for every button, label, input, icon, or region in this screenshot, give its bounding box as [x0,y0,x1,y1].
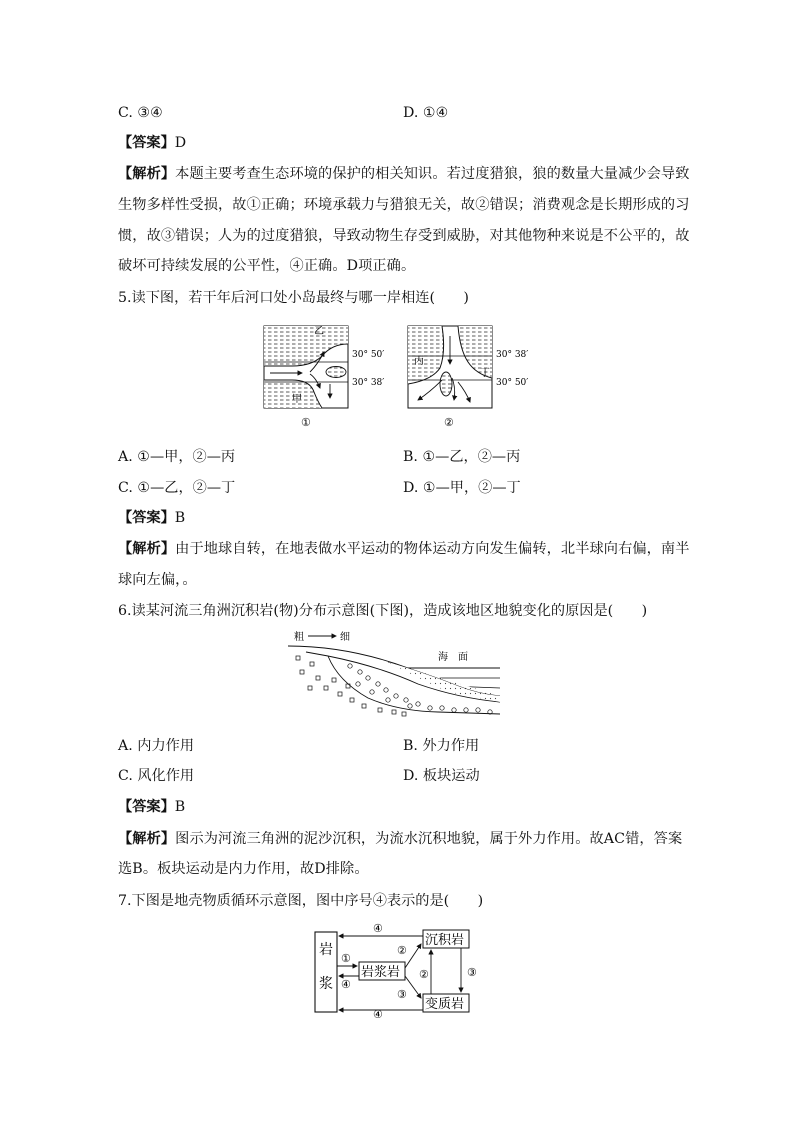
figure-2 [408,326,528,429]
q4-explanation-line-2: 生物多样性受损，故①正确；环境承载力与猎狼无关，故②错误；消费观念是长期形成的习 [118,197,690,213]
q6-option-c: C. 风化作用 [118,768,195,784]
answer-value: B [174,799,186,815]
q6-figure [288,626,503,721]
q4-option-c: C. ③④ [118,105,163,121]
q5-explanation-line-2: 球向左偏，。 [118,572,197,588]
answer-value: B [174,510,186,526]
q5-option-a: A. ①—甲，②—丙 [118,449,236,465]
explanation-text: 图示为河流三角洲的泥沙沉积，为流水沉积地貌，属于外力作用。故AC错，答案 [175,831,683,847]
label-2-mid: ② [419,968,429,981]
q7-rock-cycle-diagram [307,918,482,1018]
q5-option-b: B. ①—乙，②—丙 [403,449,521,465]
explanation-text: 由于地球自转，在地表做水平运动的物体运动方向发生偏转，北半球向右偏，南半 [175,541,690,557]
label-fine: 细 [340,632,350,643]
q5-answer [118,508,185,528]
q4-explanation-line-4: 破坏可持续发展的公平性，④正确。D项正确。 [118,258,416,274]
q5-stem: 5.读下图，若干年后河口处小岛最终与哪一岸相连( ) [118,290,469,306]
label-1: ① [341,952,351,965]
fig1-lat-bottom: 30° 38′ [352,378,385,388]
q6-option-b: B. 外力作用 [403,738,480,754]
q6-answer [118,797,185,817]
label-ding: 丁 [480,368,490,379]
label-jia: 甲 [292,394,302,405]
explanation-tag: 【解析】 [118,831,176,847]
fig2-lat-top: 30° 38′ [496,350,529,360]
q6-stem: 6.读某河流三角洲沉积岩(物)分布示意图(下图)，造成该地区地貌变化的原因是( ) [118,603,648,619]
figure-1 [264,325,384,429]
q4-option-d: D. ①④ [403,105,449,121]
label-coarse: 粗 [294,632,304,643]
magma-char-2: 浆 [319,976,333,992]
fig1-caption: ① [301,416,311,429]
fig2-lat-bottom: 30° 50′ [496,378,529,388]
q5-option-d: D. ①—甲，②—丁 [403,480,521,496]
label-yi: 乙 [314,326,324,337]
fig2-caption: ② [444,416,454,429]
explanation-tag: 【解析】 [118,166,176,182]
q6-option-d: D. 板块运动 [403,768,480,784]
label-3-right: ③ [467,966,477,979]
label-sea: 海 面 [438,652,468,663]
answer-tag: 【答案】 [118,135,175,151]
metamorphic-rock: 变质岩 [425,997,465,1012]
magma-char-1: 岩 [319,942,333,958]
sedimentary-rock: 沉积岩 [425,933,465,948]
explanation-text: 本题主要考查生态环境的保护的相关知识。若过度猎狼，狼的数量大量减少会导致 [175,166,690,182]
explanation-tag: 【解析】 [118,541,176,557]
label-3-left: ③ [397,988,407,1001]
q5-explanation-line-1 [118,539,690,559]
answer-value: D [174,135,187,151]
fig1-lat-top: 30° 50′ [352,350,385,360]
q4-explanation-line-3: 惯，故③错误；人为的过度猎狼，导致动物生存受到威胁，对其他物种来说是不公平的，故 [118,228,690,244]
q5-option-c: C. ①—乙，②—丁 [118,480,236,496]
q6-explanation-line-2: 选B。板块运动是内力作用，故D排除。 [118,861,369,877]
label-2-left: ② [397,944,407,957]
label-4-mid: ④ [341,978,351,991]
label-bing: 丙 [414,356,424,367]
igneous-rock: 岩浆岩 [361,965,401,980]
q6-option-a: A. 内力作用 [118,738,195,754]
q5-figure [262,322,532,432]
q4-explanation-line-1 [118,164,690,184]
label-4-top: ④ [373,922,383,935]
q4-answer [118,133,186,153]
answer-tag: 【答案】 [118,799,175,815]
answer-tag: 【答案】 [118,510,175,526]
q7-stem: 7.下图是地壳物质循环示意图，图中序号④表示的是( ) [118,893,484,909]
label-4-bottom: ④ [373,1008,383,1018]
q6-explanation-line-1 [118,829,682,849]
